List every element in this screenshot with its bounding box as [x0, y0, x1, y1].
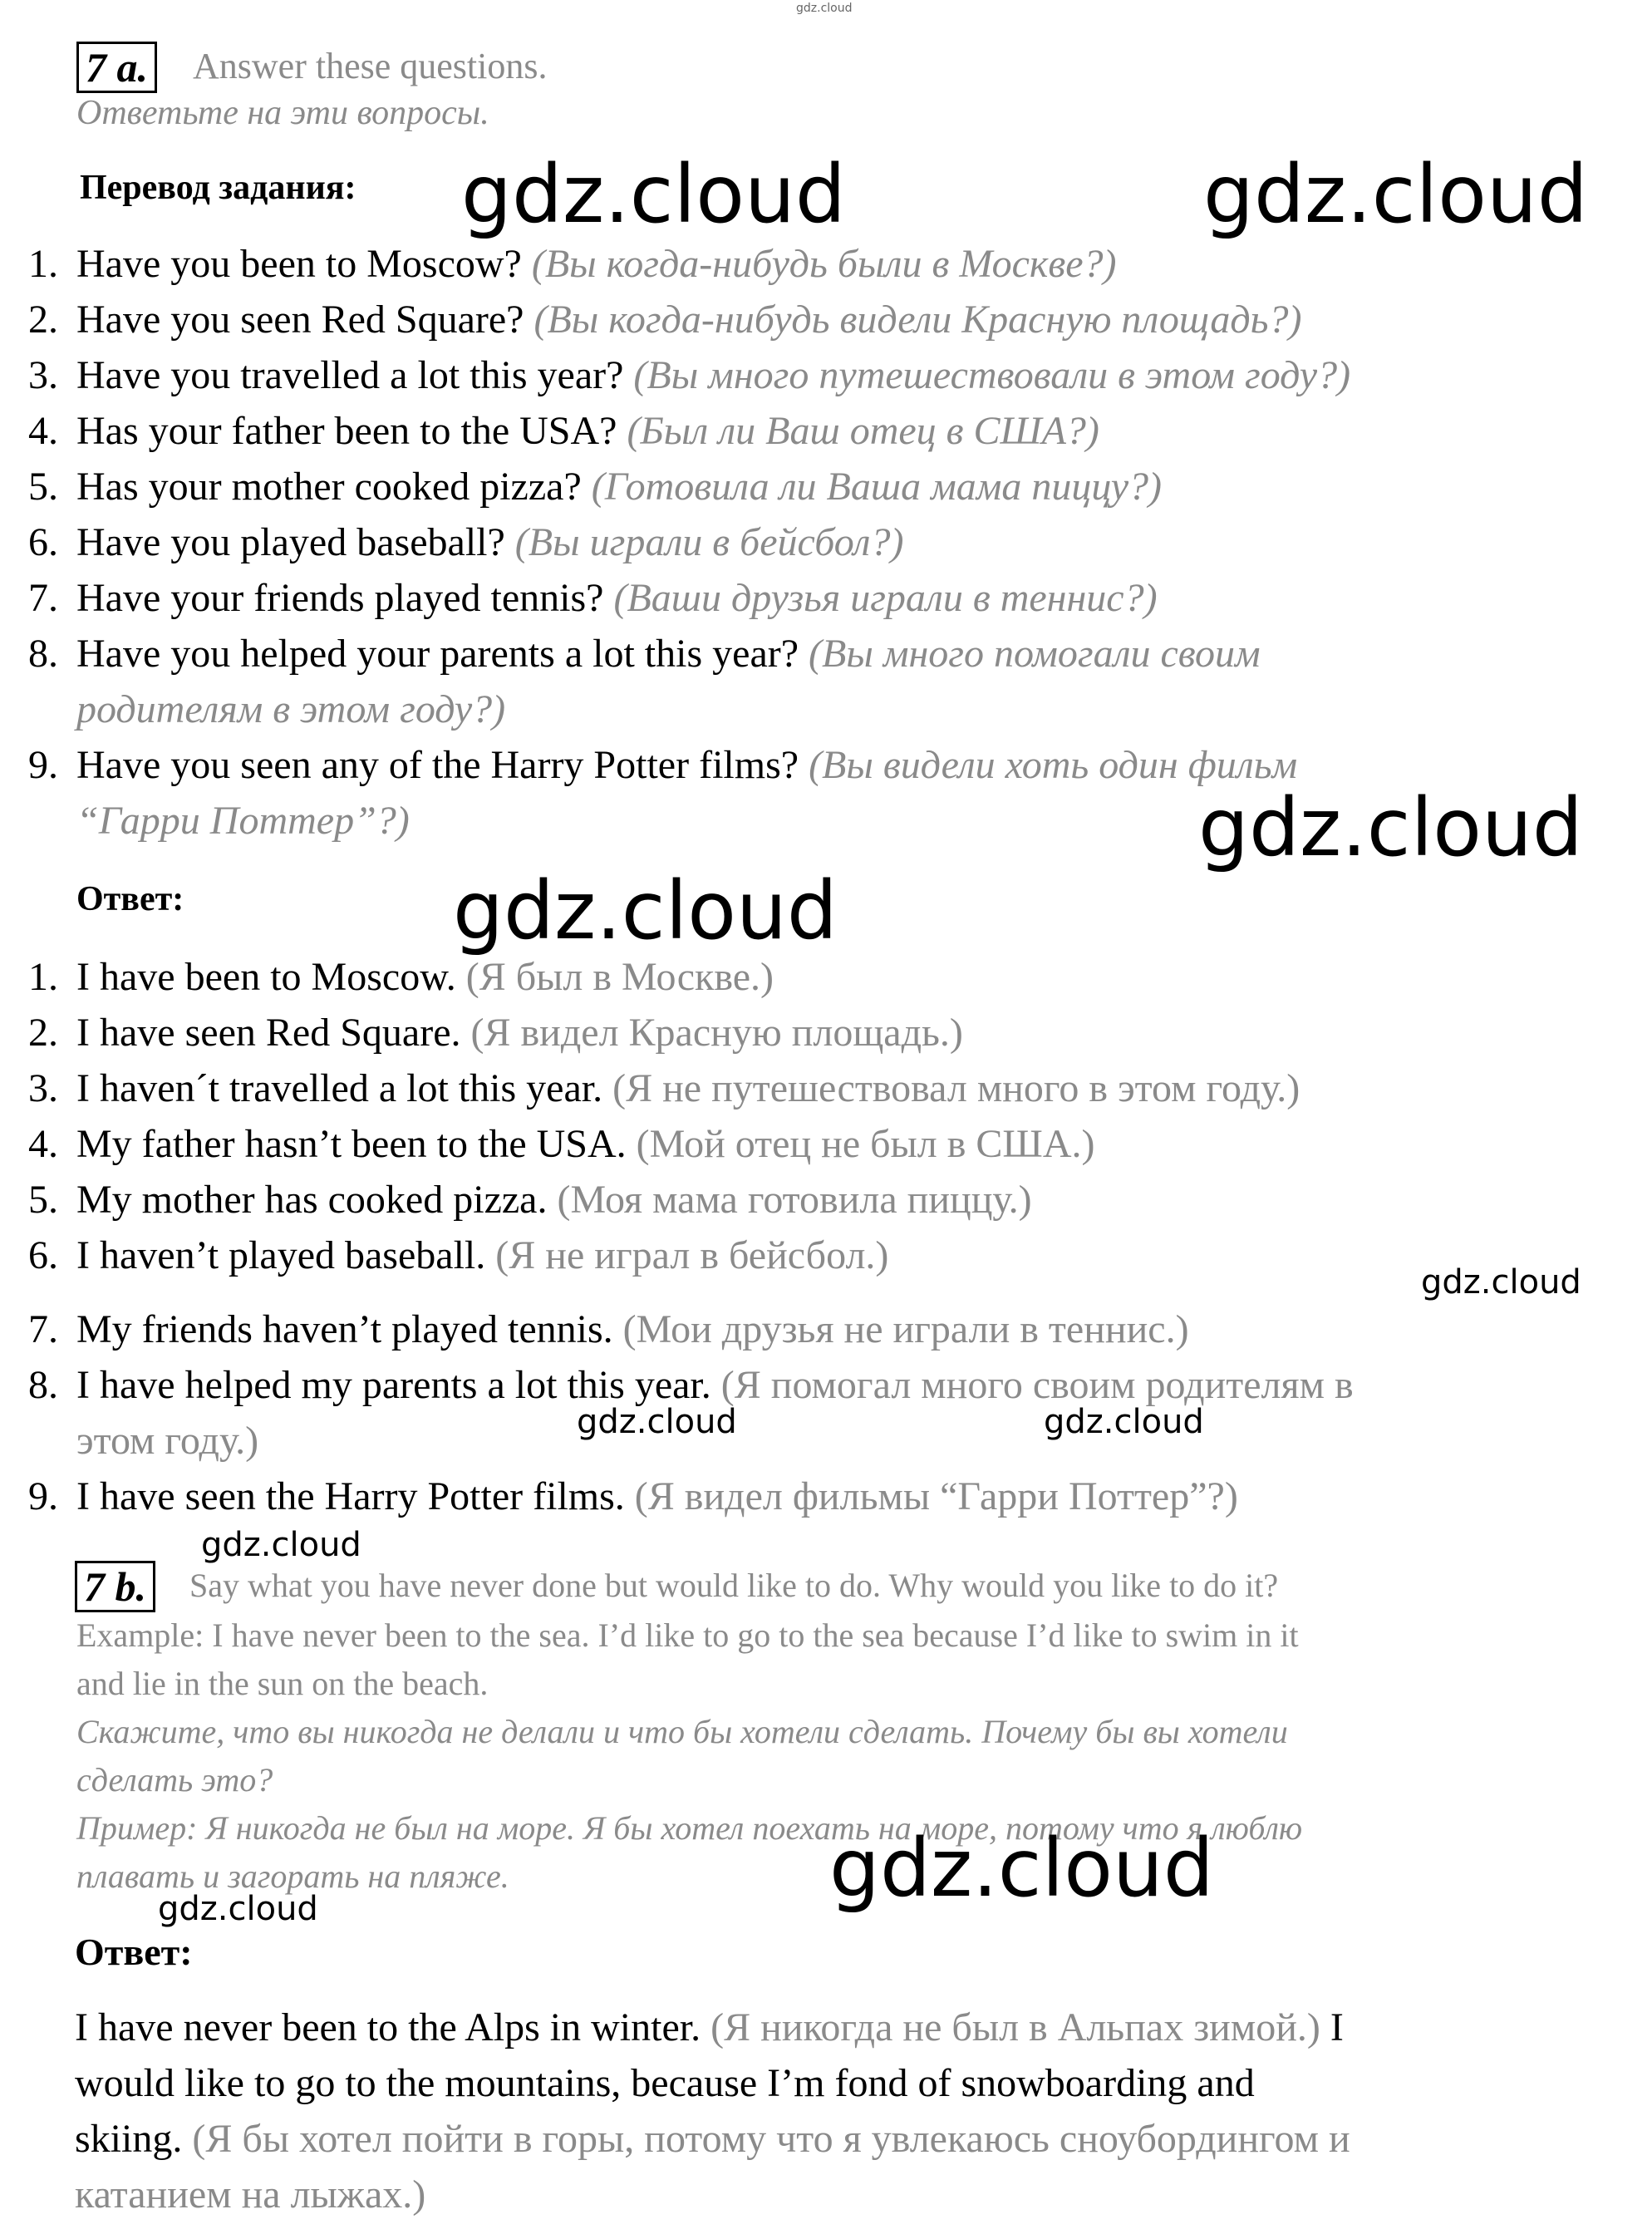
question-number: 8. [28, 632, 58, 676]
answer-7b-translation-3: катанием на лыжах.) [75, 2172, 426, 2217]
answer-heading-7b: Ответ: [75, 1931, 193, 1973]
answer-translation: (Я видел фильмы “Гарри Поттер”?) [634, 1474, 1238, 1518]
answer-translation: (Я не играл в бейсбол.) [495, 1233, 889, 1277]
answer-number: 2. [28, 1011, 58, 1055]
watermark: gdz.cloud [461, 148, 846, 241]
exercise-7b-example-ru-cont: плавать и загорать на пляже. [76, 1857, 509, 1895]
exercise-7b-instruction-ru-cont: сделать это? [76, 1761, 273, 1798]
question-number: 2. [28, 298, 58, 342]
exercise-7b-example-ru: Пример: Я никогда не был на море. Я бы хотел поехать на море, потому что я люблю [76, 1809, 1303, 1847]
answer-translation: (Моя мама готовила пиццу.) [557, 1178, 1032, 1222]
exercise-7b-example: Example: I have never been to the sea. I’d like to go to the sea because I’d like to swim in it [76, 1616, 1299, 1654]
watermark: gdz.cloud [1421, 1263, 1581, 1301]
answer-translation: (Мой отец не был в США.) [636, 1122, 1095, 1166]
question-translation: (Ваши друзья играли в теннис?) [613, 576, 1158, 620]
answer-text: My friends haven’t played tennis. [76, 1307, 613, 1351]
question-number: 4. [28, 409, 58, 453]
question-number: 6. [28, 520, 58, 564]
answer-7b-text-end: skiing. [75, 2117, 183, 2161]
watermark: gdz.cloud [829, 1822, 1214, 1915]
question-number: 3. [28, 353, 58, 397]
answer-text: My father hasn’t been to the USA. [76, 1122, 627, 1166]
answer-translation: (Я помогал много своим родителям в [720, 1363, 1354, 1407]
answer-text: I haven´t travelled a lot this year. [76, 1066, 603, 1110]
answer-text: I have been to Moscow. [76, 955, 456, 999]
question-translation: (Готовила ли Ваша мама пиццу?) [591, 465, 1162, 509]
question-translation: (Вы играли в бейсбол?) [514, 520, 904, 564]
question-text: Have you seen Red Square? [76, 298, 524, 342]
watermark: gdz.cloud [1044, 1403, 1204, 1441]
answer-number: 8. [28, 1363, 58, 1407]
question-translation: (Вы много путешествовали в этом году?) [633, 353, 1351, 397]
watermark: gdz.cloud [158, 1890, 318, 1928]
question-text: Have you seen any of the Harry Potter films? [76, 743, 799, 787]
top-watermark: gdz.cloud [796, 2, 853, 15]
question-translation-cont: “Гарри Поттер”?) [76, 799, 410, 843]
watermark: gdz.cloud [201, 1526, 361, 1564]
question-text: Has your mother cooked pizza? [76, 465, 582, 509]
question-text: Have you travelled a lot this year? [76, 353, 624, 397]
exercise-7b-example-cont: and lie in the sun on the beach. [76, 1665, 489, 1702]
answer-translation-cont: этом году.) [76, 1419, 259, 1463]
answer-translation: (Я видел Красную площадь.) [470, 1011, 963, 1055]
answer-text: I have helped my parents a lot this year. [76, 1363, 711, 1407]
question-translation: (Был ли Ваш отец в США?) [627, 409, 1099, 453]
answer-text: I have seen Red Square. [76, 1011, 461, 1055]
answer-heading-7a: Ответ: [76, 880, 184, 918]
exercise-7a-badge: 7 a. [76, 42, 157, 93]
watermark: gdz.cloud [577, 1403, 737, 1441]
question-translation: (Вы много помогали своим [809, 632, 1261, 676]
question-text: Have you played baseball? [76, 520, 505, 564]
answer-translation: (Я был в Москве.) [465, 955, 774, 999]
answer-number: 7. [28, 1307, 58, 1351]
question-text: Has your father been to the USA? [76, 409, 617, 453]
watermark: gdz.cloud [1198, 781, 1583, 874]
question-text: Have you been to Moscow? [76, 242, 522, 286]
answer-number: 5. [28, 1178, 58, 1222]
answer-7b-translation: (Я никогда не был в Альпах зимой.) [710, 2005, 1320, 2049]
answer-translation: (Я не путешествовал много в этом году.) [612, 1066, 1300, 1110]
answer-text: My mother has cooked pizza. [76, 1178, 548, 1222]
question-translation-cont: родителям в этом году?) [76, 687, 506, 731]
answer-number: 4. [28, 1122, 58, 1166]
watermark: gdz.cloud [1203, 148, 1588, 241]
exercise-7b-instruction: Say what you have never done but would like to do. Why would you like to do it? [189, 1567, 1279, 1604]
question-number: 9. [28, 743, 58, 787]
question-translation: (Вы когда-нибудь были в Москве?) [531, 242, 1117, 286]
question-translation: (Вы видели хоть один фильм [809, 743, 1298, 787]
exercise-7b-badge: 7 b. [75, 1561, 155, 1612]
exercise-7a-instruction: Answer these questions. [193, 46, 548, 86]
question-text: Have you helped your parents a lot this year? [76, 632, 799, 676]
answer-text: I haven’t played baseball. [76, 1233, 486, 1277]
answer-7b-text-cont: would like to go to the mountains, because I’m fond of snowboarding and [75, 2061, 1255, 2105]
question-number: 5. [28, 465, 58, 509]
question-text: Have your friends played tennis? [76, 576, 604, 620]
answer-number: 9. [28, 1474, 58, 1518]
answer-number: 1. [28, 955, 58, 999]
question-translation: (Вы когда-нибудь видели Красную площадь?) [533, 298, 1302, 342]
translation-heading: Перевод задания: [80, 169, 356, 207]
answer-7b-text: I have never been to the Alps in winter. [75, 2005, 701, 2049]
answer-7b-translation-2: (Я бы хотел пойти в горы, потому что я увлекаюсь сноубордингом и [192, 2117, 1350, 2161]
exercise-7b-instruction-ru: Скажите, что вы никогда не делали и что бы хотели сделать. Почему бы вы хотели [76, 1713, 1288, 1750]
question-number: 1. [28, 242, 58, 286]
answer-7b-text-tail: I [1330, 2005, 1344, 2049]
answer-number: 6. [28, 1233, 58, 1277]
question-number: 7. [28, 576, 58, 620]
exercise-7a-instruction-ru: Ответьте на эти вопросы. [76, 94, 489, 132]
answer-text: I have seen the Harry Potter films. [76, 1474, 625, 1518]
answer-number: 3. [28, 1066, 58, 1110]
watermark: gdz.cloud [453, 864, 838, 957]
answer-translation: (Мои друзья не играли в теннис.) [622, 1307, 1189, 1351]
